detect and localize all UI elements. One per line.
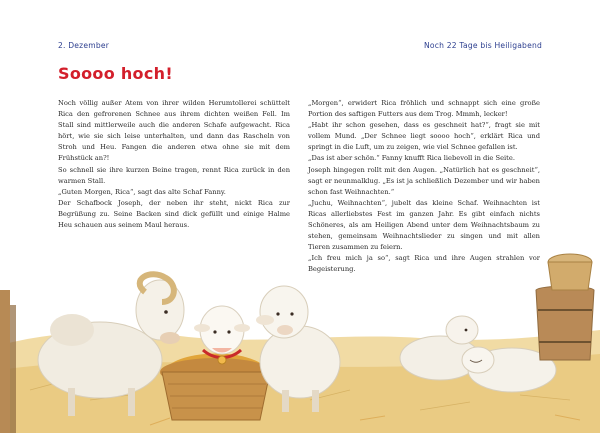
paragraph: „Das ist aber schön.“ Fanny knufft Rica liebevoll in die Seite. bbox=[308, 154, 515, 163]
paragraph: „Morgen“, erwidert Rica fröhlich und schnappt sich eine große Portion des saftigen Futters aus dem Trog. Mmmh, lecker! bbox=[308, 99, 540, 119]
wooden-post bbox=[0, 290, 10, 433]
paragraph: „Guten Morgen, Rica“, sagt das alte Schaf Fanny. bbox=[58, 187, 226, 196]
days-until-christmas: Noch 22 Tage bis Heiligabend bbox=[424, 41, 542, 50]
paragraph: Joseph hingegen rollt mit den Augen. „Natürlich hat es geschneit“, sagt er neunmalklug. „Es ist ja schließlich Dezember und wir haben schon fast Weihnachten.“ bbox=[308, 165, 540, 196]
chapter-date: 2. Dezember bbox=[58, 41, 110, 50]
paragraph: „Ich freu mich ja so“, sagt Rica und ihre Augen strahlen vor Begeisterung. bbox=[308, 254, 540, 274]
wooden-barrel bbox=[536, 286, 594, 360]
right-text-column bbox=[308, 98, 540, 276]
paragraph: „Juchu, Weihnachten“, jubelt das kleine Schaf. Weihnachten ist Ricas allerliebstes Fest im ganzen Jahr. Es gibt einfach nichts Schöneres, als am Heiligen Abend unter dem Weihnachtsbaum zu stehen, gemeinsam Weihnachtslieder zu singen und mit allen Tieren zusammen zu feiern. bbox=[308, 198, 540, 252]
paragraph: Der Schafbock Joseph, der neben ihr steht, nickt Rica zur Begrüßung zu. Seine Backen sind dick gefüllt und einige Halme Heu schauen aus seinem Maul heraus. bbox=[58, 198, 290, 230]
paragraph: „Habt ihr schon gesehen, dass es geschneit hat?“, fragt sie mit vollem Mund. „Der Schnee liegt soooo hoch“, erklärt Rica und springt in die Luft, um zu zeigen, wie viel Schnee gefallen ist. bbox=[308, 121, 540, 152]
straw-basket bbox=[548, 254, 592, 290]
hay-basket bbox=[160, 353, 272, 420]
paragraph: So schnell sie ihre kurzen Beine tragen, rennt Rica zurück in den warmen Stall. bbox=[58, 165, 290, 185]
stable-sheep-illustration bbox=[0, 250, 600, 433]
story-title: Soooo hoch! bbox=[58, 64, 173, 83]
left-text-column bbox=[58, 98, 290, 231]
paragraph: Noch völlig außer Atem von ihrer wilden Herumtollerei schüttelt Rica den gefrorenen Schnee aus ihrem dichten weißen Fell. Im Stall sind mittlerweile auch die anderen Schafe aufgewacht. Rica hört, wie sie sich leise unterhalten, und dann das Rascheln von Stroh und Heu. Fangen die anderen etwa ohne sie mit dem Frühstück an?! bbox=[58, 99, 290, 163]
golden-bell-icon bbox=[218, 356, 226, 364]
